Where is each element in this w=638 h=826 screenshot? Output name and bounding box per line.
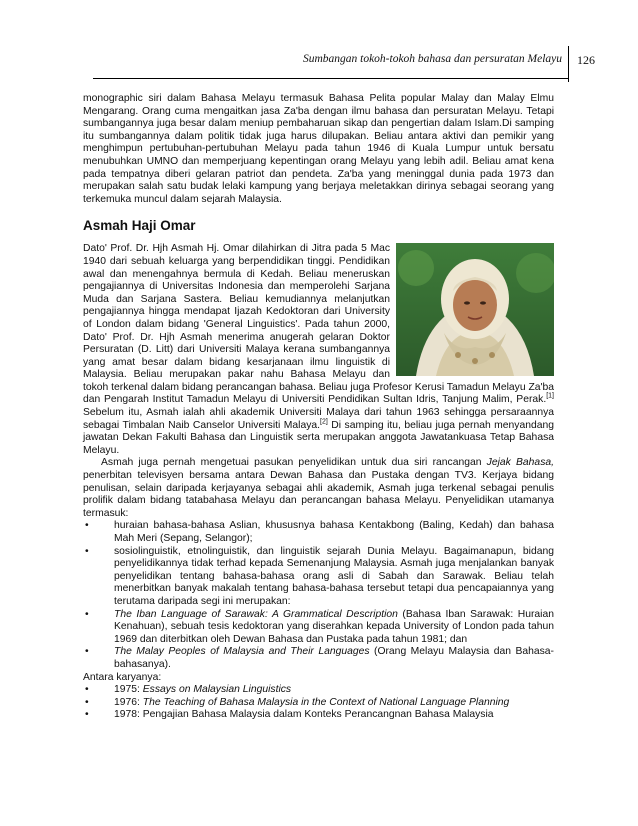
bullet-icon: • (85, 646, 89, 658)
work-item (83, 684, 554, 697)
research-list (83, 520, 554, 671)
list-item (83, 546, 554, 609)
portrait-image (396, 243, 554, 376)
bullet-icon: • (85, 709, 89, 721)
work-title: Essays on Malaysian Linguistics (142, 684, 292, 696)
research-paragraph (83, 457, 554, 520)
list-item (83, 609, 554, 647)
work-year: 1976: (114, 696, 143, 708)
list-item-text: (Orang Melayu Malaysia dan Bahasa-bahasanya). (114, 646, 554, 670)
header-horizontal-rule (93, 78, 569, 79)
works-list (83, 684, 554, 722)
bio-text-1: Dato' Prof. Dr. Hjh Asmah Hj. Omar dilahirkan di Jitra pada 5 Mac 1940 dari sebuah keluarga yang berpendidikan tinggi. Pendidikan awal dan menengahnya bermula di Kedah. Beliau meneruskan pengajiannya di Universitas Indonesia dan memperolehi Sarjana Muda dan Sarjana Sastera. Beliau kemudiannya melanjutkan pengajiannya hingga mendapat Ijazah Kedoktoran dari University of London dalam bidang 'General Linguistics'. Pada tahun 2000, Dato' Prof. Dr. Hjh Asmah menerima anugerah gelaran Doktor Persuratan (D. Litt) dari Universiti Malaya kerana sumbangannya yang amat besar dalam bidang kesarjanaan ilmu linguistik di Malaysia. Beliau merupakan pakar nahu Bahasa Melayu dan tokoh terkenal dalam bidang perancangan bahasa. Beliau juga Profesor Kerusi Tamadun Melayu Za'ba dan Pengarah Institut Tamadun Melayu di Universiti Pendidikan Sultan Idris, Tanjung Malim, Perak. (83, 243, 555, 406)
bullet-icon: • (85, 545, 89, 557)
list-item-italic: The Iban Language of Sarawak: A Grammatical Description (114, 608, 398, 620)
running-header-title: Sumbangan tokoh-tokoh bahasa dan persuratan Melayu (302, 53, 562, 65)
list-item-italic: The Malay Peoples of Malaysia and Their Languages (114, 646, 370, 658)
work-item (83, 697, 554, 710)
work-title: Pengajian Bahasa Malaysia dalam Konteks Perancangnan Bahasa Malaysia (142, 709, 494, 721)
reference-1-link[interactable]: [1] (546, 393, 554, 401)
work-year: 1978: (114, 709, 143, 721)
intro-paragraph: monographic siri dalam Bahasa Melayu termasuk Bahasa Pelita popular Malay dan Malay Elmu Mengarang. Orang cuma mengaitkan jasa Za'ba dengan ilmu bahasa dan persuratan Melayu. Tetapi sumbangannya juga besar dalam meniup pembaharuan sikap dan pengertian dalam Islam.Di samping itu sumbangannya dalam politik tidak juga harus dilupakan. Beliau antara aktivi dan pemikir yang menghimpun pertubuhan-pertubuhan Melayu pada tahun 1946 di Kuala Lumpur untuk bersatu menubuhkan UMNO dan memperjuang kepentingan orang Melayu yang lebih adil. Beliau amat kena pada tempatnya diberi gelaran patriot dan pendeta. Za'ba yang meninggal dunia pada 1973 dan merupakan salah satu budak lelaki kampung yang berjaya meletakkan dirinya sebagai seorang yang terkemuka muncul dalam sejarah Malaysia. (83, 93, 554, 205)
list-item-text: (Bahasa Iban Sarawak: Huraian Kenahuan), sebuah tesis kedoktoran yang diserahkan kepada University of London pada tahun 1969 dan diterbitkan oleh Dewan Bahasa dan Pustaka pada tahun 1981; dan (114, 608, 554, 645)
header-vertical-rule (568, 46, 569, 82)
bullet-icon: • (85, 684, 89, 696)
work-item (83, 709, 554, 722)
bio-text-3: Di samping itu, beliau juga pernah menyandang jawatan Dekan Fakulti Bahasa dan Linguistik serta merupakan anggota Jawatankuasa Tetap Bahasa Melayu. (83, 419, 554, 456)
works-heading: Antara karyanya: (83, 671, 162, 683)
work-year: 1975: (114, 684, 143, 696)
portrait-photo (396, 243, 554, 376)
show-title: Jejak Bahasa, (486, 457, 554, 469)
list-item (83, 646, 554, 671)
bullet-icon: • (85, 608, 89, 620)
reference-2-link[interactable]: [2] (320, 418, 328, 426)
bio-text-2: Sebelum itu, Asmah ialah ahli akademik Universiti Malaya dari tahun 1963 sehingga persaraannya sebagai Timbalan Naib Canselor Universiti Malaya. (83, 407, 554, 431)
section-heading: Asmah Haji Omar (83, 218, 196, 234)
research-text-1: Asmah juga pernah mengetuai pasukan penyelidikan untuk dua siri rancangan (101, 457, 487, 469)
list-item (83, 520, 554, 545)
list-item-text: huraian bahasa-bahasa Aslian, khususnya bahasa Kentakbong (Baling, Kedah) dan bahasa Mah Meri (Sepang, Selangor); (114, 520, 554, 544)
bullet-icon: • (85, 520, 89, 532)
page-body (83, 93, 554, 722)
list-item-text: sosiolinguistik, etnolinguistik, dan linguistik sejarah Dunia Melayu. Bagaimanapun, bidang penyelidikannya tidak terhad kepada Semenanjung Malaysia. Asmah juga menjalankan banyak penyelidikan tentang bahasa-bahasa orang asli di Sabah dan Sarawak. Beliau telah menerbitkan banyak makalah tentang bahasa-bahasa tersebut tetapi dua pencapaiannya yang terutama daripada segi ini merupakan: (114, 545, 554, 607)
bullet-icon: • (85, 696, 89, 708)
research-text-2: penerbitan televisyen bersama antara Dewan Bahasa dan Pustaka dengan TV3. Kerjaya bidang penulisan, selain daripada kerjayanya sebagai ahli akademik, Asmah juga terkenal sebagai penulis prolifik dalam bidang tatabahasa Melayu dan perancangan bahasa Melayu. Penyelidikan utamanya termasuk: (83, 470, 554, 519)
work-title: The Teaching of Bahasa Malaysia in the Context of National Language Planning (142, 696, 510, 708)
page-number: 126 (577, 53, 595, 67)
